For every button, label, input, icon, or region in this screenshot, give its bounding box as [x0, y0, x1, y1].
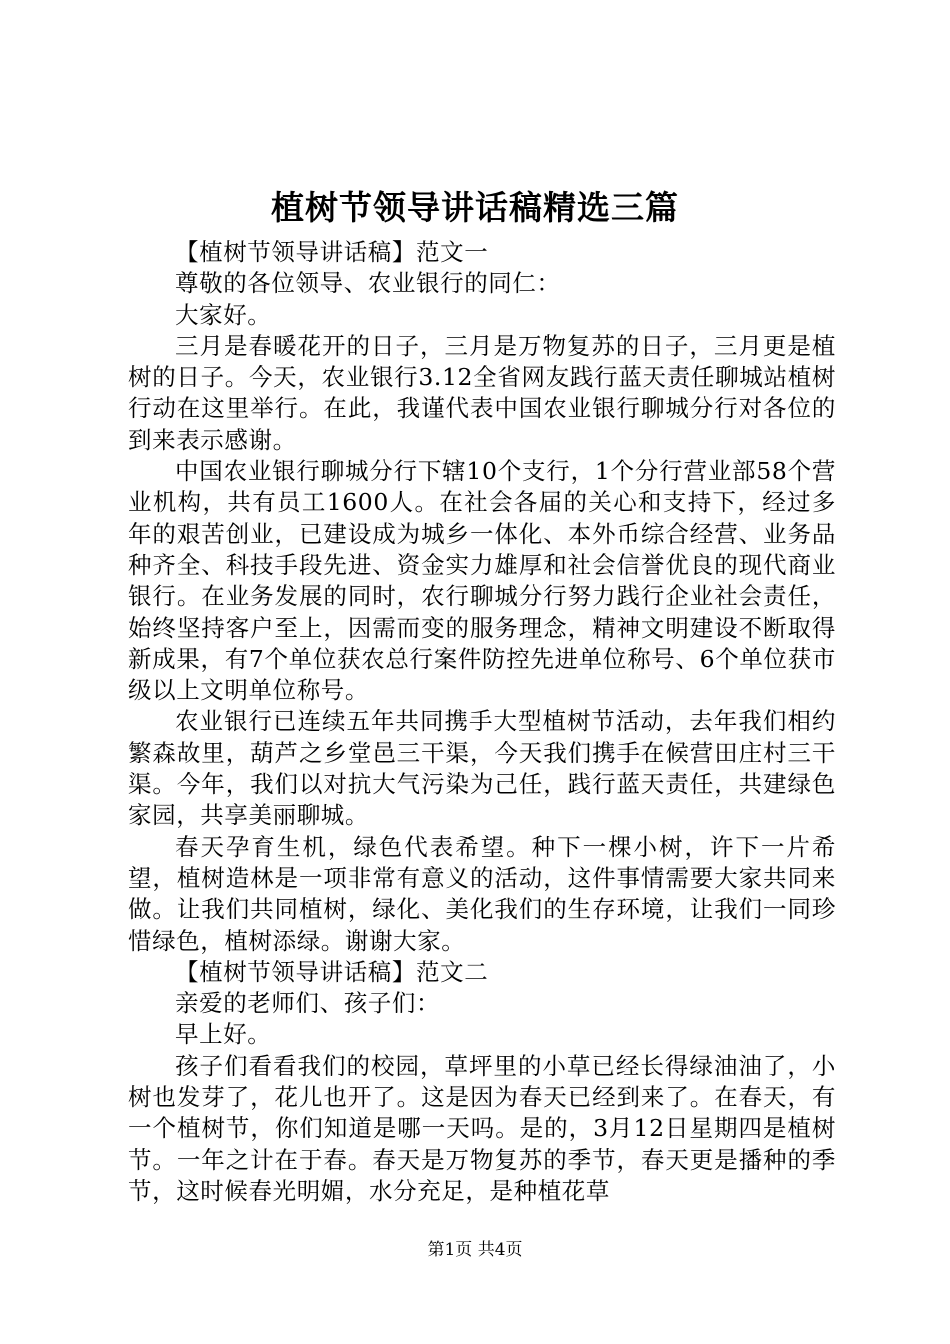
section-heading-1: 【植树节领导讲话稿】范文一: [175, 238, 489, 266]
salutation-2: 亲爱的老师们、孩子们：: [175, 989, 441, 1018]
body-paragraph: 三月是春暖花开的日子，三月是万物复苏的日子，三月更是植树的日子。今天，农业银行3.12全省网友践行蓝天责任聊城站植树行动在这里举行。在此，我谨代表中国农业银行聊城分行对各位的到来表示感谢。: [128, 331, 836, 454]
page-number-footer: 第1页 共4页: [427, 1240, 523, 1260]
body-paragraph: 农业银行已连续五年共同携手大型植树节活动，去年我们相约繁森故里，葫芦之乡堂邑三干渠，今天我们携手在候营田庄村三干渠。今年，我们以对抗大气污染为己任，践行蓝天责任，共建绿色家园，共享美丽聊城。: [128, 707, 836, 830]
body-paragraph: 中国农业银行聊城分行下辖10个支行，1个分行营业部58个营业机构，共有员工1600人。在社会各届的关心和支持下，经过多年的艰苦创业，已建设成为城乡一体化、本外币综合经营、业务品种齐全、科技手段先进、资金实力雄厚和社会信誉优良的现代商业银行。在业务发展的同时，农行聊城分行努力践行企业社会责任，始终坚持客户至上，因需而变的服务理念，精神文明建设不断取得新成果，有7个单位获农总行案件防控先进单位称号、6个单位获市级以上文明单位称号。: [128, 457, 836, 705]
salutation-1: 尊敬的各位领导、农业银行的同仁：: [175, 269, 561, 298]
body-paragraph: 春天孕育生机，绿色代表希望。种下一棵小树，许下一片希望，植树造林是一项非常有意义的活动，这件事情需要大家共同来做。让我们共同植树，绿化、美化我们的生存环境，让我们一同珍惜绿色，植树添绿。谢谢大家。: [128, 832, 836, 955]
document-title: 植树节领导讲话稿精选三篇: [271, 188, 679, 227]
section-heading-2: 【植树节领导讲话稿】范文二: [175, 957, 489, 986]
document-body: [128, 237, 836, 1207]
body-paragraph: 孩子们看看我们的校园，草坪里的小草已经长得绿油油了，小树也发芽了，花儿也开了。这是因为春天已经到来了。在春天，有一个植树节，你们知道是哪一天吗。是的，3月12日星期四是植树节。一年之计在于春。春天是万物复苏的季节，春天更是播种的季节，这时候春光明媚，水分充足，是种植花草: [128, 1051, 836, 1205]
greeting-1: 大家好。: [175, 300, 272, 329]
greeting-2: 早上好。: [175, 1020, 272, 1049]
